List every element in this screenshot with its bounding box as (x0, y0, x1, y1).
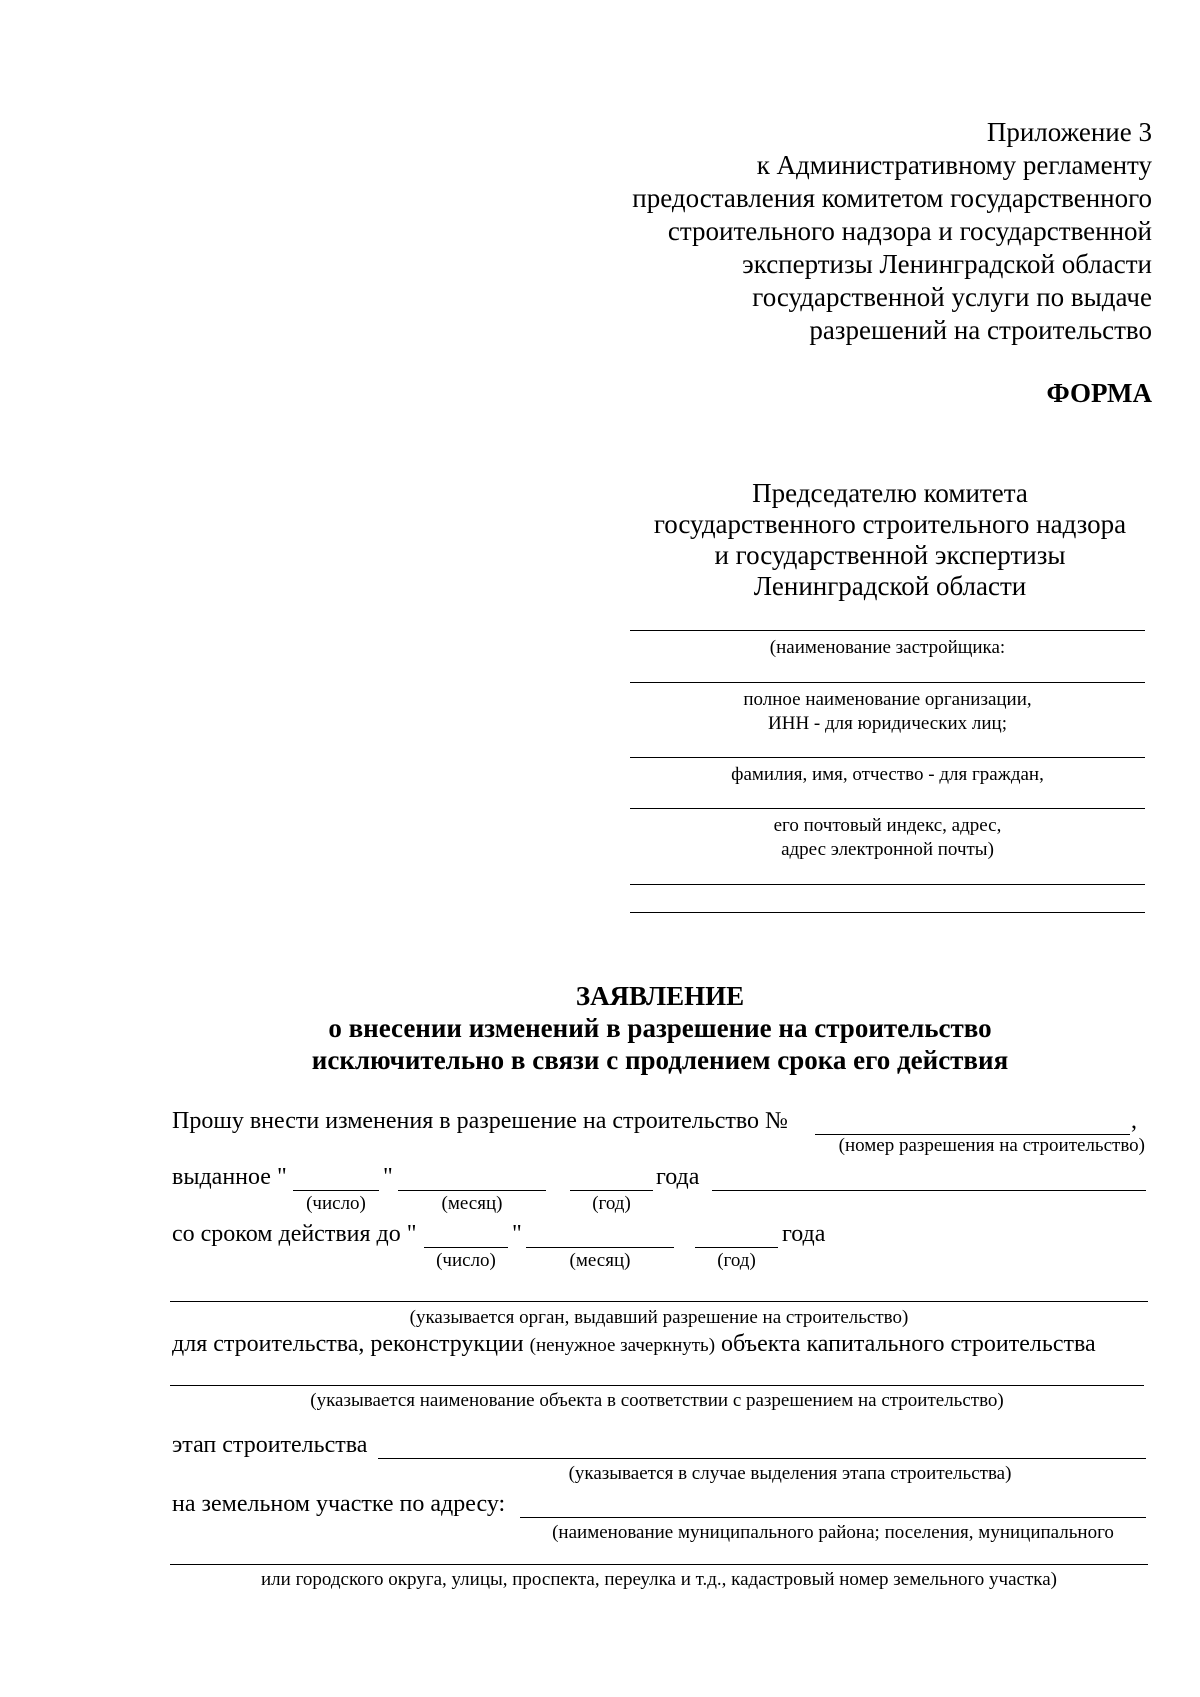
valid-year-field[interactable] (695, 1247, 778, 1248)
document-title (160, 980, 1160, 1076)
year-caption: (год) (717, 1250, 756, 1271)
applicant-caption: полное наименование организации, (743, 689, 1032, 710)
comma: , (1131, 1108, 1137, 1134)
issued-label: выданное " (172, 1164, 287, 1190)
day-caption: (число) (436, 1250, 496, 1271)
applicant-line-3[interactable] (630, 757, 1145, 758)
quote: " (512, 1221, 522, 1247)
valid-month-field[interactable] (526, 1247, 674, 1248)
issuer-field[interactable] (170, 1301, 1148, 1302)
header-line: государственной услуги по выдаче (752, 282, 1152, 312)
applicant-caption: адрес электронной почты) (781, 839, 994, 860)
issued-extra-field[interactable] (712, 1190, 1146, 1191)
header-line: экспертизы Ленинградской области (742, 249, 1152, 279)
applicant-line-5[interactable] (630, 884, 1145, 885)
request-text: Прошу внести изменения в разрешение на строительство № (172, 1108, 788, 1134)
purpose-text: для строительства, реконструкции (172, 1331, 524, 1357)
issued-year-field[interactable] (570, 1190, 653, 1191)
valid-day-field[interactable] (424, 1247, 508, 1248)
header-line: к Административному регламенту (756, 150, 1152, 180)
issued-day-field[interactable] (293, 1190, 379, 1191)
valid-until-label: со сроком действия до " (172, 1221, 417, 1247)
addressee-line: государственного строительного надзора (653, 509, 1127, 539)
header-line: предоставления комитетом государственного (632, 183, 1152, 213)
year-caption: (год) (592, 1193, 631, 1214)
addressee-line: и государственной экспертизы (714, 540, 1066, 570)
purpose-line (172, 1330, 1096, 1360)
addressee-line: Председателю комитета (752, 478, 1028, 508)
appendix-header (632, 116, 1152, 347)
address-caption: или городского округа, улицы, проспекта, переулка и т.д., кадастровый номер земельного участка) (261, 1569, 1057, 1590)
stage-label: этап строительства (172, 1432, 368, 1458)
year-word: года (782, 1221, 826, 1247)
applicant-caption: ИНН - для юридических лиц; (768, 713, 1007, 734)
permit-number-caption: (номер разрешения на строительство) (838, 1135, 1145, 1156)
addressee-line: Ленинградской области (753, 571, 1027, 601)
quote: " (383, 1164, 393, 1190)
applicant-caption: его почтовый индекс, адрес, (773, 815, 1002, 836)
issuer-caption: (указывается орган, выдавший разрешение на строительство) (409, 1307, 909, 1328)
stage-field[interactable] (378, 1458, 1146, 1459)
address-caption: (наименование муниципального района; поселения, муниципального (552, 1522, 1114, 1543)
month-caption: (месяц) (569, 1250, 631, 1271)
stage-caption: (указывается в случае выделения этапа строительства) (568, 1463, 1012, 1484)
applicant-line-1[interactable] (630, 630, 1145, 631)
month-caption: (месяц) (441, 1193, 503, 1214)
applicant-caption: фамилия, имя, отчество - для граждан, (731, 764, 1044, 785)
object-caption: (указывается наименование объекта в соответствии с разрешением на строительство) (310, 1390, 1004, 1411)
header-line: строительного надзора и государственной (667, 216, 1152, 246)
applicant-caption: (наименование застройщика: (769, 637, 1006, 658)
address-field-2[interactable] (170, 1564, 1148, 1565)
issued-month-field[interactable] (398, 1190, 546, 1191)
form-label: ФОРМА (1046, 378, 1152, 408)
header-line: Приложение 3 (986, 117, 1152, 147)
addressee-block (630, 478, 1150, 602)
header-line: разрешений на строительство (809, 315, 1152, 345)
purpose-note: (ненужное зачеркнуть) (529, 1335, 716, 1356)
title-line: ЗАЯВЛЕНИЕ (575, 981, 745, 1011)
address-field[interactable] (520, 1517, 1146, 1518)
applicant-line-4[interactable] (630, 808, 1145, 809)
object-name-field[interactable] (170, 1385, 1144, 1386)
purpose-text: объекта капитального строительства (721, 1331, 1096, 1357)
applicant-line-6[interactable] (630, 912, 1145, 913)
year-word: года (656, 1164, 700, 1190)
address-label: на земельном участке по адресу: (172, 1491, 506, 1517)
title-line: исключительно в связи с продлением срока его действия (311, 1045, 1009, 1075)
day-caption: (число) (306, 1193, 366, 1214)
title-line: о внесении изменений в разрешение на строительство (328, 1013, 992, 1043)
applicant-line-2[interactable] (630, 682, 1145, 683)
